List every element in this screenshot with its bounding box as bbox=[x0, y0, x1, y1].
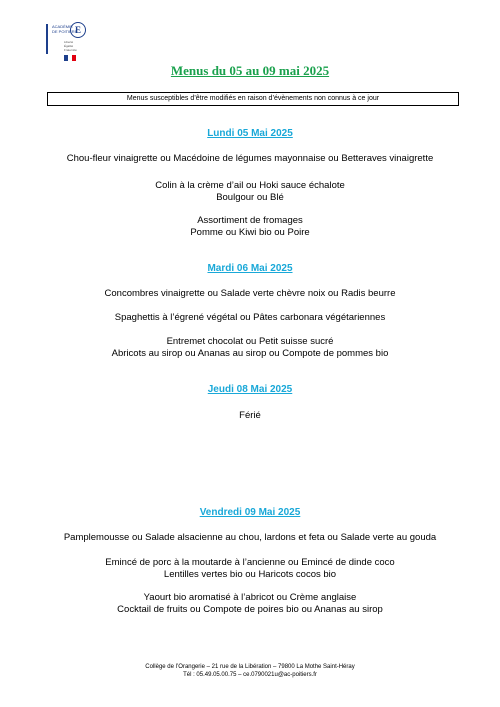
footer-address: Collège de l’Orangerie – 21 rue de la Libération – 79800 La Mothe Saint-Héray bbox=[145, 664, 355, 670]
menu-line: Emincé de porc à la moutarde à l’ancienne ou Emincé de dinde coco bbox=[105, 557, 395, 568]
notice-box: Menus susceptibles d’être modifiés en raison d’évènements non connus à ce jour bbox=[47, 92, 459, 106]
menu-line: Férié bbox=[239, 410, 261, 421]
menu-line: Boulgour ou Blé bbox=[216, 192, 284, 203]
menu-line: Pomme ou Kiwi bio ou Poire bbox=[190, 227, 310, 238]
academie-logo bbox=[46, 20, 96, 60]
day-heading-monday: Lundi 05 Mai 2025 bbox=[207, 128, 293, 139]
footer-contact: Tél : 05.49.05.00.75 – ce.0790021u@ac-poitiers.fr bbox=[183, 672, 317, 678]
logo-bar bbox=[46, 24, 48, 54]
menu-line: Assortiment de fromages bbox=[197, 215, 303, 226]
motto-2: Égalité bbox=[64, 44, 74, 48]
menu-line: Cocktail de fruits ou Compote de poires bio ou Ananas au sirop bbox=[117, 604, 383, 615]
menu-line: Chou-fleur vinaigrette ou Macédoine de légumes mayonnaise ou Betteraves vinaigrette bbox=[66, 153, 434, 164]
motto-1: Liberté bbox=[64, 40, 74, 44]
flag-red bbox=[72, 55, 76, 61]
menu-line: Yaourt bio aromatisé à l’abricot ou Crème anglaise bbox=[143, 592, 357, 603]
motto-3: Fraternité bbox=[64, 48, 77, 52]
logo-motto bbox=[64, 40, 90, 52]
menu-line: Abricots au sirop ou Ananas au sirop ou Compote de pommes bio bbox=[111, 348, 389, 359]
day-heading-thursday: Jeudi 08 Mai 2025 bbox=[207, 384, 293, 395]
day-heading-friday: Vendredi 09 Mai 2025 bbox=[199, 507, 301, 518]
menu-line: Entremet chocolat ou Petit suisse sucré bbox=[166, 336, 334, 347]
menu-line: Concombres vinaigrette ou Salade verte chèvre noix ou Radis beurre bbox=[104, 288, 396, 299]
page-title: Menus du 05 au 09 mai 2025 bbox=[170, 63, 330, 78]
menu-line: Colin à la crème d’ail ou Hoki sauce échalote bbox=[155, 180, 345, 191]
day-heading-tuesday: Mardi 06 Mai 2025 bbox=[207, 263, 293, 274]
french-flag-icon bbox=[64, 55, 76, 61]
menu-line: Spaghettis à l’égrené végétal ou Pâtes carbonara végétariennes bbox=[114, 312, 386, 323]
menu-line: Lentilles vertes bio ou Haricots cocos bio bbox=[163, 569, 337, 580]
logo-e-icon: E bbox=[70, 22, 86, 38]
logo-line1: ACADÉMIE bbox=[52, 24, 73, 29]
menu-line: Pamplemousse ou Salade alsacienne au chou, lardons et feta ou Salade verte au gouda bbox=[63, 532, 437, 543]
logo-line2: DE POITIERS bbox=[52, 29, 78, 34]
